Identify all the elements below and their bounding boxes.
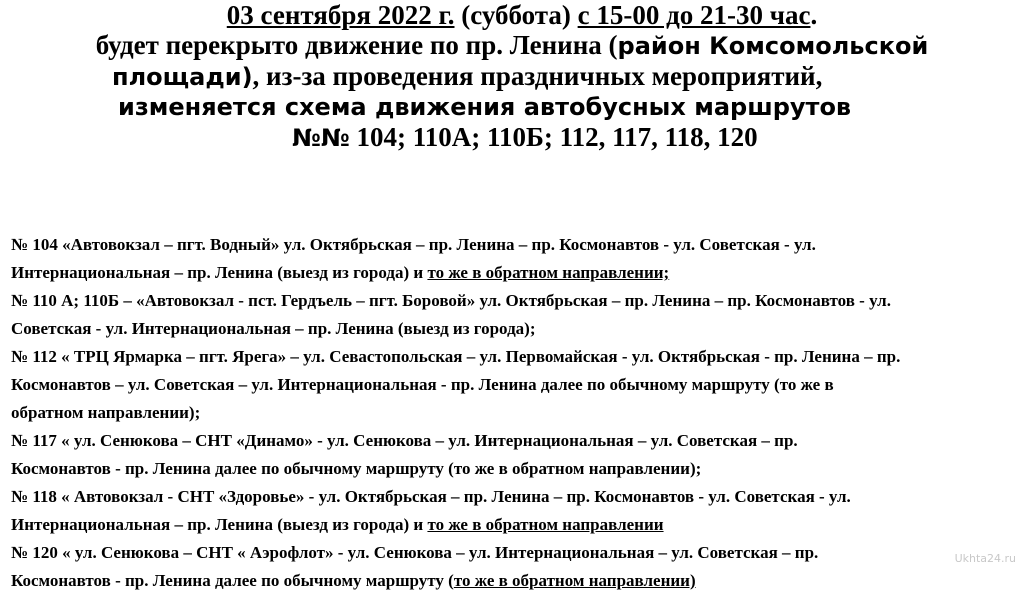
route-text: Космонавтов - пр. Ленина далее по обычному маршруту ( [11, 571, 454, 590]
route-text: Интернациональная – пр. Ленина (выезд из города) и [11, 515, 428, 534]
notice-reason: , из-за проведения праздничных мероприятий, [252, 61, 823, 91]
route-104 [11, 231, 1021, 287]
route-text: Интернациональная – пр. Ленина (выезд из города) и [11, 263, 428, 282]
route-line [11, 259, 1021, 287]
route-numbers: 104; 110А; 110Б; 112, 117, 118, 120 [349, 122, 758, 152]
route-110 [11, 287, 1021, 343]
notice-day: (суббота) [461, 0, 571, 30]
route-line: № 104 «Автовокзал – пгт. Водный» ул. Октябрьская – пр. Ленина – пр. Космонавтов - ул. Советская - ул. [11, 235, 816, 254]
notice-period: . [810, 0, 818, 30]
route-underlined: то же в обратном направлении; [427, 263, 670, 282]
notice-routes-list [0, 122, 1024, 153]
route-112 [11, 343, 1021, 427]
notice-time: с 15-00 до 21-30 час [577, 0, 811, 30]
route-line: № 110 А; 110Б – «Автовокзал - пст. Гердъель – пгт. Боровой» ул. Октябрьская – пр. Ленина – пр. Космонавтов - ул. [11, 291, 891, 310]
notice-date: 03 сентября 2022 г. [226, 0, 455, 30]
route-line: Космонавтов - пр. Ленина далее по обычному маршруту (то же в обратном направлении); [11, 459, 702, 478]
separator [571, 0, 578, 30]
notice-text: будет перекрыто движение по пр. Ленина ( [95, 30, 618, 60]
route-underlined: то же в обратном направлении) [453, 571, 696, 590]
route-line: Советская - ул. Интернациональная – пр. Ленина (выезд из города); [11, 319, 536, 338]
route-line: обратном направлении); [11, 403, 201, 422]
notice-area: район Комсомольской [617, 32, 929, 60]
route-line: № 118 « Автовокзал - СНТ «Здоровье» - ул. Октябрьская – пр. Ленина – пр. Космонавтов - ул. Советская - ул. [11, 487, 851, 506]
notice-header [0, 0, 1024, 153]
numbers-sign: №№ [292, 124, 350, 152]
route-118 [11, 483, 1021, 539]
notice-area-cont: площади) [112, 63, 253, 91]
route-underlined: то же в обратном направлении [427, 515, 664, 534]
route-line: № 112 « ТРЦ Ярмарка – пгт. Ярега» – ул. Севастопольская – ул. Первомайская - ул. Октябрьская - пр. Ленина – пр. [11, 347, 901, 366]
watermark: Ukhta24.ru [954, 552, 1016, 565]
notice-subtitle: изменяется схема движения автобусных маршрутов [118, 93, 852, 121]
routes-body [11, 231, 1021, 595]
route-line: № 120 « ул. Сенюкова – СНТ « Аэрофлот» - ул. Сенюкова – ул. Интернациональная – ул. Советская – пр. [11, 543, 819, 562]
notice-date-line [0, 0, 1024, 30]
notice-line-3 [0, 61, 1024, 92]
route-line [11, 511, 1021, 539]
route-120 [11, 539, 1021, 595]
notice-line-2 [0, 30, 1024, 61]
route-line [11, 567, 1021, 595]
route-line: Космонавтов – ул. Советская – ул. Интернациональная - пр. Ленина далее по обычному маршруту (то же в [11, 375, 834, 394]
route-117 [11, 427, 1021, 483]
route-line: № 117 « ул. Сенюкова – СНТ «Динамо» - ул. Сенюкова – ул. Интернациональная – ул. Советская – пр. [11, 431, 798, 450]
